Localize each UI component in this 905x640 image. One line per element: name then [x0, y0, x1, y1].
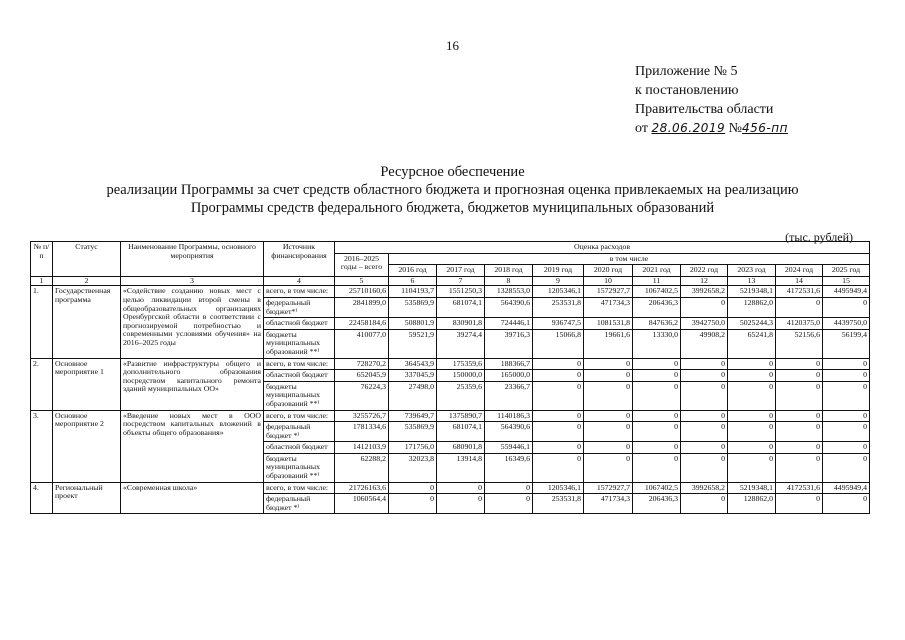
appendix-title: Приложение № 5	[635, 64, 738, 79]
funding-source: федеральный бюджет*⁾	[264, 297, 335, 317]
year-value: 0	[681, 494, 728, 514]
total-value: 76224,3	[335, 381, 389, 410]
year-value: 3942750,0	[681, 318, 728, 330]
year-value: 0	[633, 370, 681, 382]
year-value: 0	[533, 422, 584, 442]
year-value: 4495949,4	[823, 286, 870, 298]
year-value: 0	[776, 410, 823, 422]
year-value: 0	[823, 494, 870, 514]
year-value: 0	[681, 410, 728, 422]
year-value: 0	[823, 381, 870, 410]
year-value: 59521,9	[389, 329, 437, 358]
header-estimate: Оценка расходов	[335, 242, 870, 254]
year-value: 1572927,7	[584, 286, 633, 298]
date-prefix: от	[635, 121, 648, 136]
year-value: 471734,3	[584, 494, 633, 514]
year-value: 0	[681, 442, 728, 454]
year-value: 559446,1	[485, 442, 533, 454]
year-value: 16349,6	[485, 453, 533, 482]
handwritten-number: 456-пп	[742, 121, 788, 135]
table-row	[31, 286, 870, 298]
year-value: 0	[823, 453, 870, 482]
year-value: 0	[681, 422, 728, 442]
row-number: 3.	[31, 410, 53, 482]
year-value: 680901,8	[437, 442, 485, 454]
year-value: 1104193,7	[389, 286, 437, 298]
year-value: 0	[776, 297, 823, 317]
year-value: 0	[584, 410, 633, 422]
year-value: 49908,2	[681, 329, 728, 358]
year-value: 0	[533, 381, 584, 410]
year-value: 1067402,5	[633, 482, 681, 494]
row-name: «Современная школа»	[121, 482, 264, 514]
year-value: 5219348,1	[728, 286, 776, 298]
header-year: 2016 год	[389, 265, 437, 277]
funding-source: бюджеты муниципальных образований **⁾	[264, 381, 335, 410]
year-value: 0	[633, 442, 681, 454]
page-number: 16	[446, 38, 459, 53]
year-value: 0	[776, 442, 823, 454]
header-including: в том числе	[389, 253, 870, 265]
year-value: 0	[633, 453, 681, 482]
year-value: 188366,7	[485, 358, 533, 370]
total-value: 62288,2	[335, 453, 389, 482]
row-name: «Введение новых мест в ООО посредством капитальных вложений в объекты общего образования»	[121, 410, 264, 482]
year-value: 471734,3	[584, 297, 633, 317]
year-value: 681074,1	[437, 297, 485, 317]
year-value: 0	[728, 422, 776, 442]
year-value: 4439750,0	[823, 318, 870, 330]
row-status: Региональный проект	[53, 482, 121, 514]
year-value: 165000,0	[485, 370, 533, 382]
year-value: 1328553,0	[485, 286, 533, 298]
row-name: «Содействие созданию новых мест с целью ликвидации второй смены в общеобразовательных организациях Оренбургской области в соответствии с прогнозируемой потребностью и современными условиями обучения» на 2016–2025 годы	[121, 286, 264, 358]
total-value: 22458184,6	[335, 318, 389, 330]
year-value: 0	[533, 410, 584, 422]
header-year: 2017 год	[437, 265, 485, 277]
funding-source: областной бюджет	[264, 442, 335, 454]
total-value: 728270,2	[335, 358, 389, 370]
column-index: 1	[31, 276, 53, 286]
year-value: 0	[437, 494, 485, 514]
year-value: 0	[776, 370, 823, 382]
row-number: 4.	[31, 482, 53, 514]
year-value: 0	[681, 453, 728, 482]
header-year: 2024 год	[776, 265, 823, 277]
year-value: 0	[633, 422, 681, 442]
header-status: Статус	[53, 242, 121, 277]
year-value: 0	[776, 494, 823, 514]
year-value: 0	[823, 410, 870, 422]
year-value: 0	[485, 482, 533, 494]
funding-source: федеральный бюджет *⁾	[264, 494, 335, 514]
year-value: 936747,5	[533, 318, 584, 330]
year-value: 56199,4	[823, 329, 870, 358]
total-value: 2841899,0	[335, 297, 389, 317]
year-value: 4495949,4	[823, 482, 870, 494]
column-index: 2	[53, 276, 121, 286]
year-value: 4120375,0	[776, 318, 823, 330]
year-value: 32023,8	[389, 453, 437, 482]
header-year: 2025 год	[823, 265, 870, 277]
year-value: 171756,0	[389, 442, 437, 454]
year-value: 0	[728, 453, 776, 482]
column-index: 7	[437, 276, 485, 286]
year-value: 535869,9	[389, 297, 437, 317]
funding-source: федеральный бюджет *⁾	[264, 422, 335, 442]
row-status: Основное мероприятие 2	[53, 410, 121, 482]
row-name: «Развитие инфраструктуры общего и дополнительного образования посредством капитального ремонта зданий муниципальных ОО»	[121, 358, 264, 410]
total-value: 410077,0	[335, 329, 389, 358]
column-index: 15	[823, 276, 870, 286]
header-year: 2022 год	[681, 265, 728, 277]
year-value: 0	[823, 358, 870, 370]
year-value: 0	[533, 442, 584, 454]
funding-source: областной бюджет	[264, 318, 335, 330]
column-index: 11	[633, 276, 681, 286]
year-value: 0	[681, 370, 728, 382]
year-value: 847636,2	[633, 318, 681, 330]
funding-source: всего, в том числе:	[264, 358, 335, 370]
year-value: 0	[776, 358, 823, 370]
total-value: 21726163,6	[335, 482, 389, 494]
funding-source: всего, в том числе:	[264, 286, 335, 298]
year-value: 681074,1	[437, 422, 485, 442]
year-value: 0	[437, 482, 485, 494]
year-value: 0	[584, 358, 633, 370]
year-value: 52156,6	[776, 329, 823, 358]
year-value: 1067402,5	[633, 286, 681, 298]
funding-source: бюджеты муниципальных образований **⁾	[264, 329, 335, 358]
year-value: 0	[389, 494, 437, 514]
row-number: 2.	[31, 358, 53, 410]
header-year: 2018 год	[485, 265, 533, 277]
total-value: 652045,9	[335, 370, 389, 382]
year-value: 13330,0	[633, 329, 681, 358]
year-value: 27498,0	[389, 381, 437, 410]
year-value: 830901,8	[437, 318, 485, 330]
year-value: 3992658,2	[681, 482, 728, 494]
column-index: 12	[681, 276, 728, 286]
title-line-3: Программы средств федерального бюджета, бюджетов муниципальных образований	[190, 200, 715, 216]
total-value: 1412103,9	[335, 442, 389, 454]
year-value: 0	[633, 381, 681, 410]
year-value: 0	[681, 297, 728, 317]
year-value: 0	[584, 370, 633, 382]
year-value: 0	[728, 358, 776, 370]
year-value: 253531,8	[533, 494, 584, 514]
year-value: 0	[681, 381, 728, 410]
column-index: 8	[485, 276, 533, 286]
year-value: 739649,7	[389, 410, 437, 422]
column-index: 5	[335, 276, 389, 286]
funding-source: всего, в том числе:	[264, 410, 335, 422]
year-value: 0	[823, 297, 870, 317]
funding-source: всего, в том числе:	[264, 482, 335, 494]
year-value: 0	[389, 482, 437, 494]
year-value: 128862,0	[728, 297, 776, 317]
header-num: № п/п	[31, 242, 53, 277]
header-year: 2019 год	[533, 265, 584, 277]
column-index: 13	[728, 276, 776, 286]
table-row	[31, 358, 870, 370]
appendix-line-2: к постановлению	[635, 83, 739, 98]
total-value: 1060564,4	[335, 494, 389, 514]
year-value: 23366,7	[485, 381, 533, 410]
year-value: 15066,8	[533, 329, 584, 358]
year-value: 175359,6	[437, 358, 485, 370]
year-value: 4172531,6	[776, 286, 823, 298]
year-value: 0	[823, 442, 870, 454]
year-value: 1205346,1	[533, 482, 584, 494]
year-value: 65241,8	[728, 329, 776, 358]
year-value: 508801,9	[389, 318, 437, 330]
year-value: 39274,4	[437, 329, 485, 358]
total-value: 25710160,6	[335, 286, 389, 298]
year-value: 0	[823, 422, 870, 442]
year-value: 1551250,3	[437, 286, 485, 298]
year-value: 0	[584, 381, 633, 410]
year-value: 19661,6	[584, 329, 633, 358]
year-value: 0	[533, 358, 584, 370]
header-year: 2023 год	[728, 265, 776, 277]
column-index: 14	[776, 276, 823, 286]
title-line-1: Ресурсное обеспечение	[380, 164, 525, 180]
header-source: Источник финансирования	[264, 242, 335, 277]
title-line-2: реализации Программы за счет средств областного бюджета и прогнозная оценка привлекаемых на реализацию	[106, 182, 799, 198]
year-value: 0	[533, 453, 584, 482]
year-value: 0	[633, 410, 681, 422]
year-value: 535869,9	[389, 422, 437, 442]
column-index: 3	[121, 276, 264, 286]
year-value: 1572927,7	[584, 482, 633, 494]
year-value: 25359,6	[437, 381, 485, 410]
year-value: 5025244,3	[728, 318, 776, 330]
year-value: 1140186,3	[485, 410, 533, 422]
handwritten-date: 28.06.2019	[651, 121, 726, 135]
header-year: 2020 год	[584, 265, 633, 277]
row-status: Основное мероприятие 1	[53, 358, 121, 410]
year-value: 4172531,6	[776, 482, 823, 494]
year-value: 128862,0	[728, 494, 776, 514]
total-value: 1781334,6	[335, 422, 389, 442]
year-value: 0	[584, 422, 633, 442]
units-label: (тыс. рублей)	[785, 230, 853, 244]
year-value: 0	[485, 494, 533, 514]
table-row	[31, 410, 870, 422]
document-title	[30, 163, 875, 217]
row-number: 1.	[31, 286, 53, 358]
year-value: 0	[776, 453, 823, 482]
year-value: 13914,8	[437, 453, 485, 482]
year-value: 337045,9	[389, 370, 437, 382]
column-index: 4	[264, 276, 335, 286]
column-index: 9	[533, 276, 584, 286]
year-value: 564390,6	[485, 297, 533, 317]
resource-table	[30, 241, 870, 514]
appendix-block	[635, 62, 788, 138]
year-value: 1081531,8	[584, 318, 633, 330]
header-year: 2021 год	[633, 265, 681, 277]
year-value: 0	[681, 358, 728, 370]
year-value: 0	[728, 370, 776, 382]
appendix-date-line	[635, 119, 788, 138]
year-value: 206436,3	[633, 494, 681, 514]
column-index: 10	[584, 276, 633, 286]
year-value: 1375890,7	[437, 410, 485, 422]
year-value: 0	[728, 410, 776, 422]
column-index: 6	[389, 276, 437, 286]
year-value: 0	[584, 442, 633, 454]
table-row	[31, 482, 870, 494]
year-value: 0	[776, 381, 823, 410]
year-value: 150000,0	[437, 370, 485, 382]
year-value: 5219348,1	[728, 482, 776, 494]
year-value: 3992658,2	[681, 286, 728, 298]
funding-source: областной бюджет	[264, 370, 335, 382]
year-value: 39716,3	[485, 329, 533, 358]
year-value: 1205346,1	[533, 286, 584, 298]
funding-source: бюджеты муниципальных образований **⁾	[264, 453, 335, 482]
year-value: 364543,9	[389, 358, 437, 370]
header-name: Наименование Программы, основного мероприятия	[121, 242, 264, 277]
year-value: 724446,1	[485, 318, 533, 330]
year-value: 0	[728, 381, 776, 410]
header-total: 2016–2025 годы – всего	[335, 253, 389, 276]
number-prefix: №	[728, 121, 743, 136]
year-value: 253531,8	[533, 297, 584, 317]
year-value: 0	[823, 370, 870, 382]
total-value: 3255726,7	[335, 410, 389, 422]
year-value: 0	[533, 370, 584, 382]
year-value: 206436,3	[633, 297, 681, 317]
year-value: 564390,6	[485, 422, 533, 442]
year-value: 0	[776, 422, 823, 442]
year-value: 0	[633, 358, 681, 370]
row-status: Государственная программа	[53, 286, 121, 358]
appendix-line-3: Правительства области	[635, 102, 774, 117]
year-value: 0	[728, 442, 776, 454]
year-value: 0	[584, 453, 633, 482]
